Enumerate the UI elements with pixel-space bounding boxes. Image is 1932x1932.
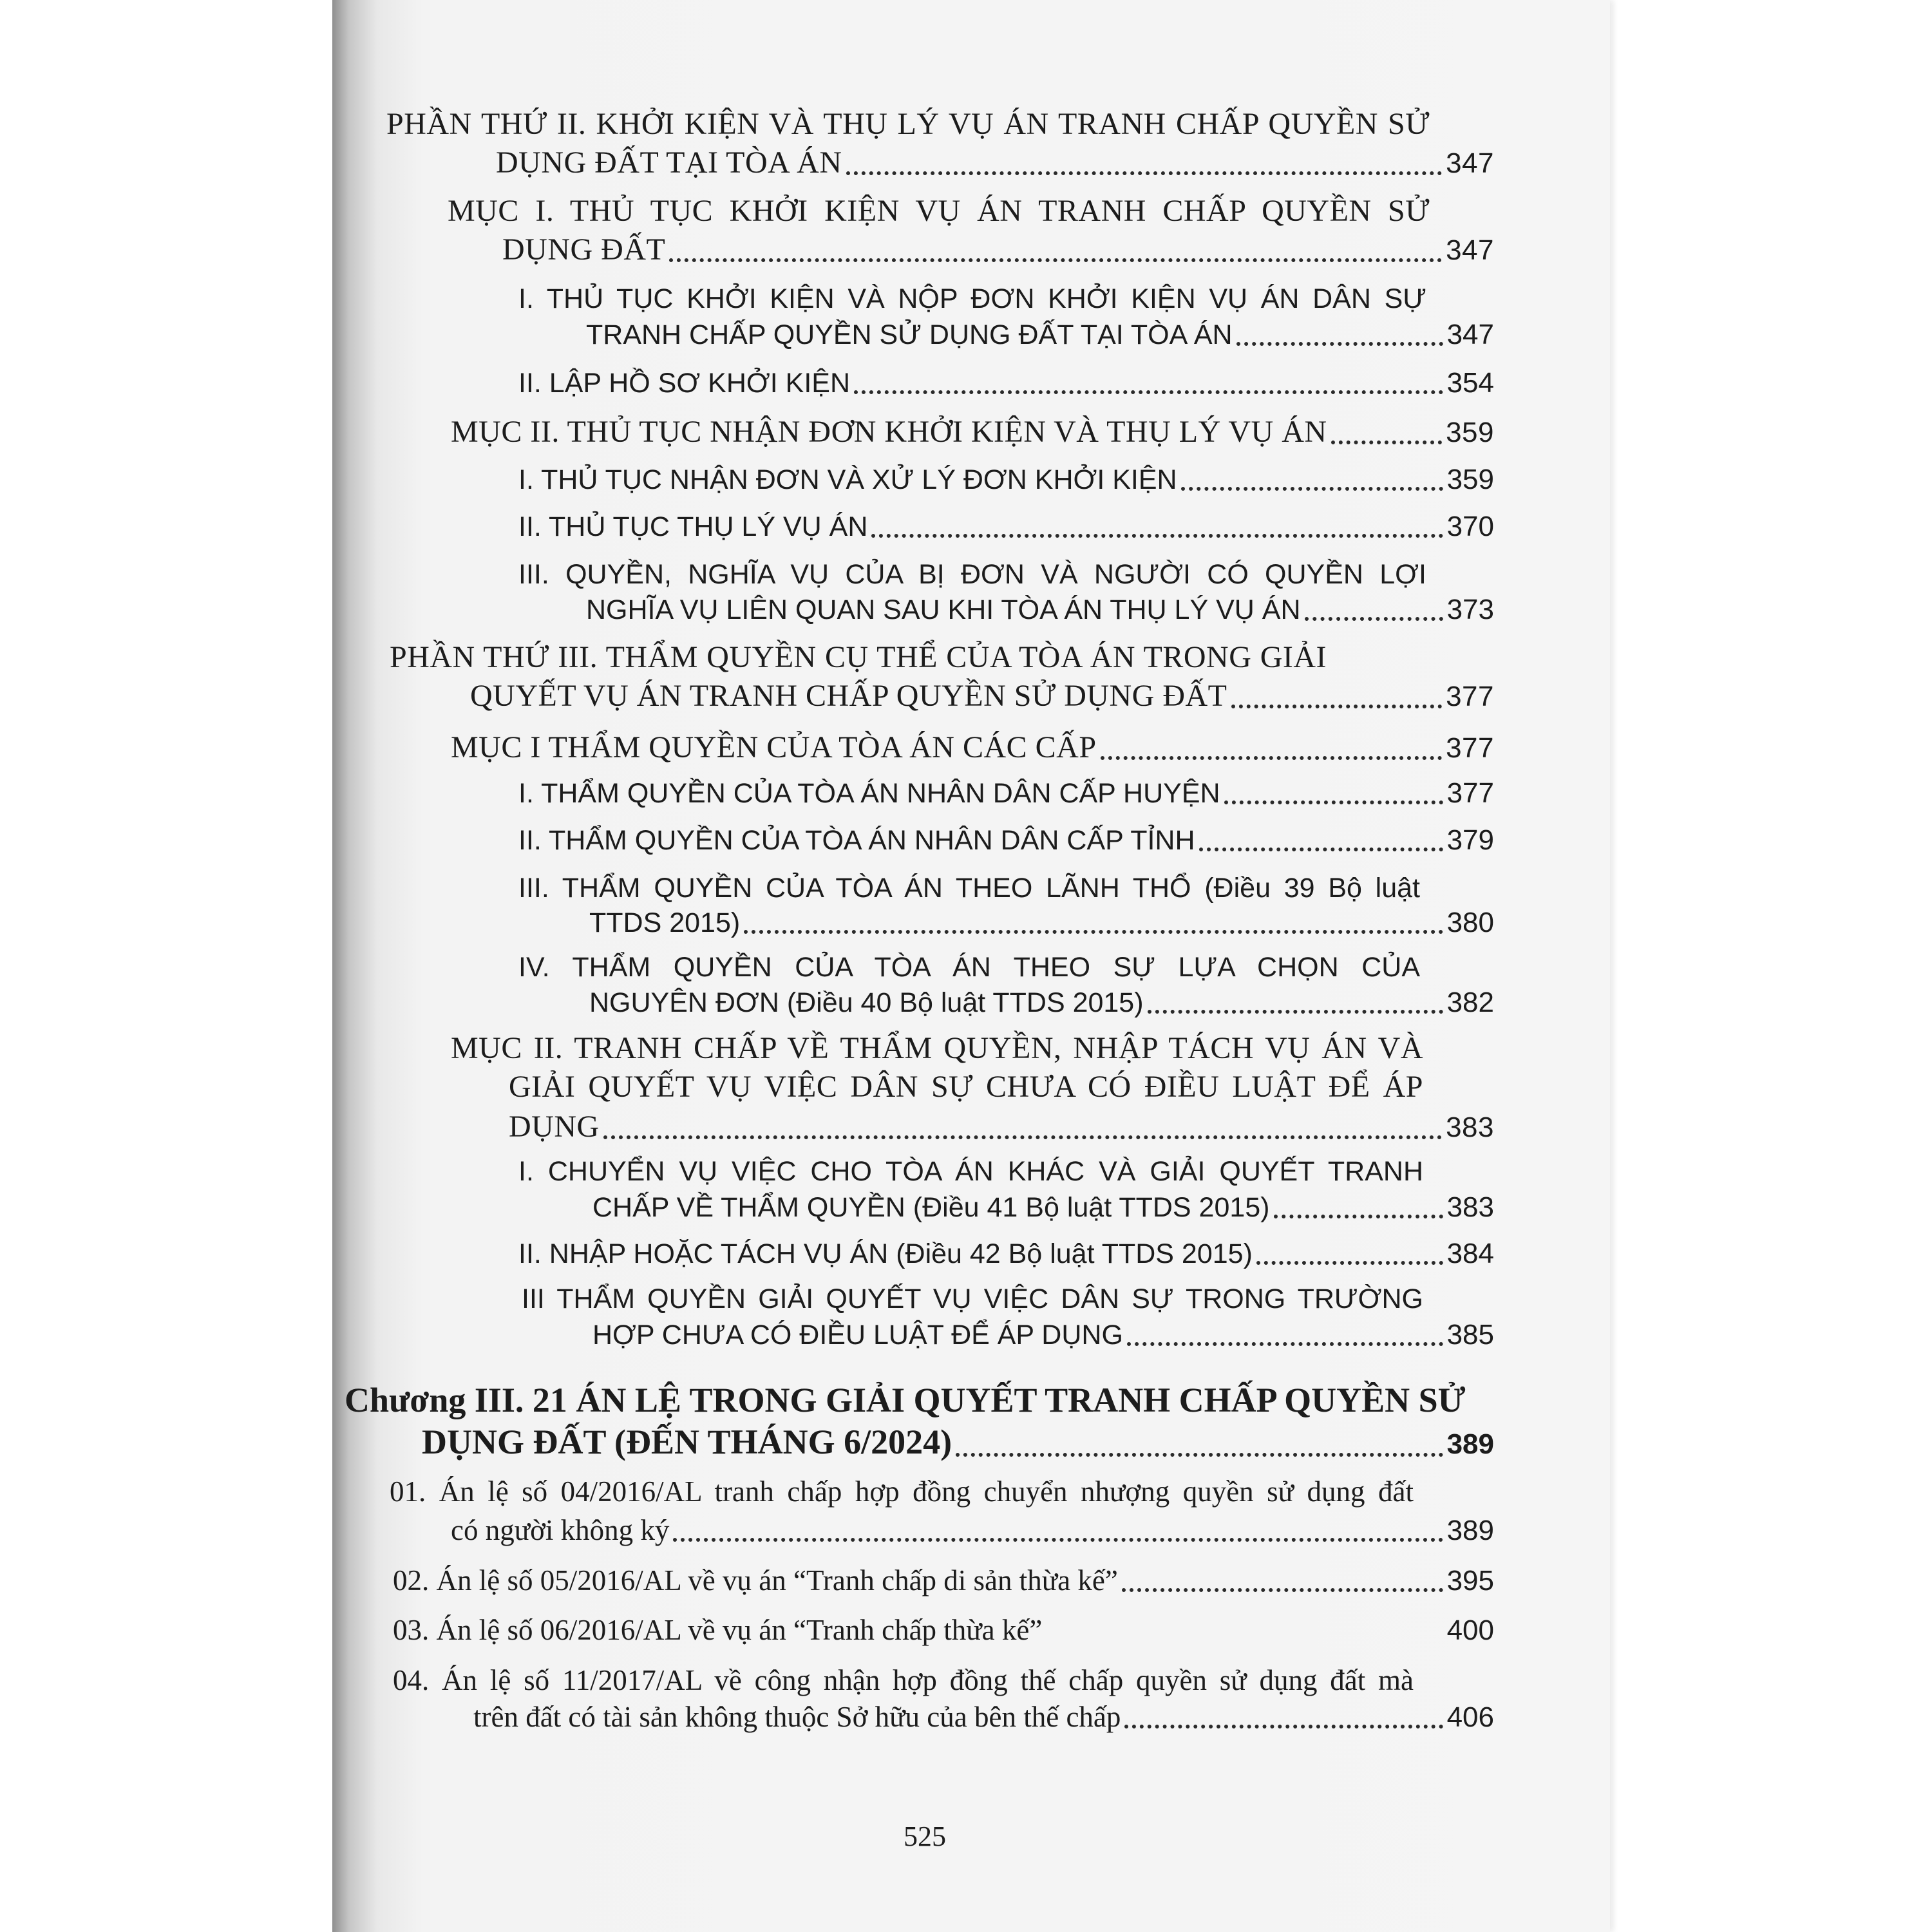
toc-entry-title: có người không ký [451,1514,670,1546]
toc-entry-title: QUYẾT VỤ ÁN TRANH CHẤP QUYỀN SỬ DỤNG ĐẤT [470,679,1227,713]
dot-leader [603,1135,1442,1139]
dot-leader [1148,1010,1443,1014]
toc-page-number: 380 [1446,907,1494,938]
toc-item-line-1: III. QUYỀN, NGHĨA VỤ CỦA BỊ ĐƠN VÀ NGƯỜI CÓ QUYỀN LỢI [518,559,1426,590]
toc-entry-dossier [518,367,1494,399]
toc-page-number: 383 [1446,1191,1494,1223]
dot-leader [1127,1342,1443,1346]
toc-entry-title: DỤNG ĐẤT [502,232,666,267]
toc-entry-section-2 [451,414,1494,450]
toc-page-number: 354 [1446,367,1494,399]
toc-entry-part-2 [496,145,1494,180]
toc-entry-title: CHẤP VỀ THẨM QUYỀN (Điều 41 Bộ luật TTDS 2015) [592,1192,1270,1223]
toc-page-number: 377 [1446,732,1494,764]
dot-leader [1331,440,1443,444]
dot-leader [1181,487,1443,491]
toc-page-number: 347 [1446,234,1494,266]
toc-page-number: 370 [1446,511,1494,542]
dot-leader [846,171,1443,175]
toc-entry-title: HỢP CHƯA CÓ ĐIỀU LUẬT ĐỂ ÁP DỤNG [592,1320,1123,1350]
toc-page-number: 379 [1446,824,1494,856]
toc-entry-part-3 [470,678,1494,714]
toc-page-number: 377 [1446,681,1494,712]
dot-leader [1274,1215,1443,1218]
toc-entry-title: 03. Án lệ số 06/2016/AL về vụ án “Tranh chấp thừa kế” [393,1614,1043,1646]
dot-leader [669,258,1442,262]
toc-page-number: 385 [1446,1319,1494,1350]
toc-entry-case-01 [451,1513,1494,1547]
dot-leader [744,930,1443,934]
toc-entry-case-03 [393,1613,1494,1647]
toc-entry-court-levels [451,730,1494,765]
toc-entry-title: MỤC II. THỦ TỤC NHẬN ĐƠN KHỞI KIỆN VÀ THỤ LÝ VỤ ÁN [451,415,1327,449]
dot-leader [1122,1588,1443,1592]
toc-entry-title: DỤNG [509,1110,600,1144]
toc-page-number: 395 [1446,1565,1494,1596]
toc-page-number: 382 [1446,987,1494,1018]
toc-entry-territory [589,907,1494,939]
toc-page-number: 359 [1446,464,1494,495]
dot-leader [673,1538,1443,1542]
toc-page-number: 384 [1446,1238,1494,1269]
toc-entry-title: NGUYÊN ĐƠN (Điều 40 Bộ luật TTDS 2015) [589,987,1144,1018]
dot-leader [1236,342,1443,346]
toc-page-number: 389 [1446,1428,1494,1460]
toc-entry-no-law [592,1319,1494,1351]
dot-leader [1305,617,1443,621]
toc-entry-plaintiff-choice [589,987,1494,1019]
toc-entry-title: II. NHẬP HOẶC TÁCH VỤ ÁN (Điều 42 Bộ luật TTDS 2015) [518,1238,1253,1269]
toc-section-1-title-line-1: MỤC I. THỦ TỤC KHỞI KIỆN VỤ ÁN TRANH CHẤP QUYỀN SỬ [448,194,1430,228]
toc-page-number: 347 [1446,319,1494,350]
dot-leader [1046,1638,1443,1642]
toc-case-line-1: 01. Án lệ số 04/2016/AL tranh chấp hợp đồng chuyển nhượng quyền sử dụng đất [390,1475,1414,1508]
toc-item-line-1: III THẨM QUYỀN GIẢI QUYẾT VỤ VIỆC DÂN SỰ TRONG TRƯỜNG [522,1283,1423,1314]
dot-leader [1199,848,1443,851]
dot-leader [854,390,1443,394]
toc-entry-title: TTDS 2015) [589,907,741,938]
toc-entry-title: MỤC I THẨM QUYỀN CỦA TÒA ÁN CÁC CẤP [451,730,1097,764]
toc-part-3-title-line-1: PHẦN THỨ III. THẨM QUYỀN CỤ THỂ CỦA TÒA ÁN TRONG GIẢI [390,640,1327,674]
toc-entry-chapter-3 [422,1422,1494,1462]
toc-entry-title: TRANH CHẤP QUYỀN SỬ DỤNG ĐẤT TẠI TÒA ÁN [586,319,1233,350]
dot-leader [1231,705,1443,708]
toc-page-number: 347 [1446,147,1494,179]
toc-entry-filing [586,319,1494,351]
toc-entry-acceptance [518,511,1494,543]
toc-page-number: 400 [1446,1615,1494,1646]
toc-section-line-1: MỤC II. TRANH CHẤP VỀ THẨM QUYỀN, NHẬP TÁCH VỤ ÁN VÀ [451,1031,1423,1065]
toc-entry-case-04 [473,1700,1494,1734]
dot-leader [1224,800,1443,804]
page-number: 525 [904,1821,946,1852]
toc-chapter-3-line-1: Chương III. 21 ÁN LỆ TRONG GIẢI QUYẾT TRANH CHẤP QUYỀN SỬ [345,1381,1466,1419]
toc-page-number: 373 [1446,594,1494,625]
toc-entry-provincial-court [518,824,1494,857]
toc-item-line-1: III. THẨM QUYỀN CỦA TÒA ÁN THEO LÃNH THỔ (Điều 39 Bộ luật [518,873,1420,904]
toc-page-number: 406 [1446,1701,1494,1733]
toc-page-number: 359 [1446,417,1494,448]
toc-entry-title: II. LẬP HỒ SƠ KHỞI KIỆN [518,368,851,399]
toc-section-line-2: GIẢI QUYẾT VỤ VIỆC DÂN SỰ CHƯA CÓ ĐIỀU LUẬT ĐỂ ÁP [509,1070,1423,1104]
toc-item-line-1: I. CHUYỂN VỤ VIỆC CHO TÒA ÁN KHÁC VÀ GIẢI QUYẾT TRANH [518,1156,1423,1187]
toc-entry-title: 02. Án lệ số 05/2016/AL về vụ án “Tranh chấp di sản thừa kế” [393,1564,1118,1596]
toc-entry-jurisdiction-dispute [509,1109,1494,1144]
dot-leader [956,1453,1443,1457]
dot-leader [871,534,1443,538]
toc-entry-receive [518,464,1494,496]
toc-entry-title: II. THẨM QUYỀN CỦA TÒA ÁN NHÂN DÂN CẤP TỈNH [518,825,1195,856]
dot-leader [1124,1725,1443,1728]
toc-entry-rights [586,594,1494,626]
toc-case-line-1: 04. Án lệ số 11/2017/AL về công nhận hợp đồng thế chấp quyền sử dụng đất mà [393,1664,1414,1696]
dot-leader [1256,1261,1443,1265]
toc-item-line-1: I. THỦ TỤC KHỞI KIỆN VÀ NỘP ĐƠN KHỞI KIỆN VỤ ÁN DÂN SỰ [518,283,1426,314]
toc-entry-transfer [592,1191,1494,1224]
toc-item-line-1: IV. THẨM QUYỀN CỦA TÒA ÁN THEO SỰ LỰA CHỌN CỦA [518,952,1420,983]
toc-page-number: 389 [1446,1515,1494,1546]
toc-entry-case-02 [393,1564,1494,1597]
toc-entry-district-court [518,777,1494,810]
toc-entry-title: NGHĨA VỤ LIÊN QUAN SAU KHI TÒA ÁN THỤ LÝ VỤ ÁN [586,594,1301,625]
toc-entry-merge [518,1238,1494,1270]
toc-entry-section-1 [502,232,1494,267]
dot-leader [1101,756,1443,760]
toc-entry-title: I. THẨM QUYỀN CỦA TÒA ÁN NHÂN DÂN CẤP HUYỆN [518,778,1220,809]
toc-page-number: 377 [1446,777,1494,809]
toc-entry-title: II. THỦ TỤC THỤ LÝ VỤ ÁN [518,511,868,542]
toc-entry-title: DỤNG ĐẤT TẠI TÒA ÁN [496,146,842,180]
toc-entry-title: I. THỦ TỤC NHẬN ĐƠN VÀ XỬ LÝ ĐƠN KHỞI KIỆN [518,464,1177,495]
toc-entry-title: trên đất có tài sản không thuộc Sở hữu của bên thế chấp [473,1701,1121,1733]
toc-part-2-title-line-1: PHẦN THỨ II. KHỞI KIỆN VÀ THỤ LÝ VỤ ÁN TRANH CHẤP QUYỀN SỬ [386,107,1430,141]
toc-entry-title: DỤNG ĐẤT (ĐẾN THÁNG 6/2024) [422,1423,952,1461]
toc-page-number: 383 [1446,1112,1494,1143]
